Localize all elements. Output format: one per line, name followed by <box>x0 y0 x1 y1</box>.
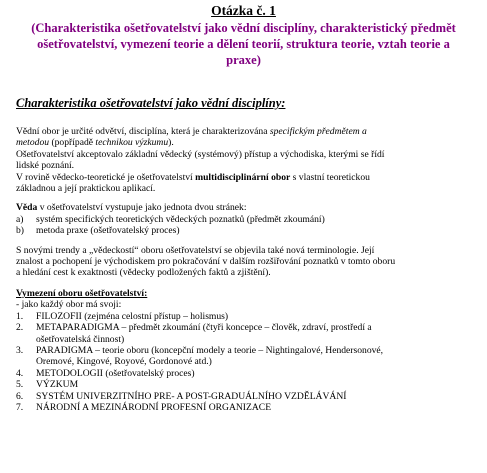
list-item-text: NÁRODNÍ A MEZINÁRODNÍ PROFESNÍ ORGANIZACE <box>36 401 272 413</box>
section-title-scope <box>16 288 478 299</box>
list-marker: 7. <box>16 401 24 413</box>
paragraph-science <box>16 202 478 236</box>
list-item-text: PARADIGMA – teorie oboru (koncepční modely a teorie – Nightingalové, Hendersonové, <box>36 344 384 356</box>
subtitle-line: (Charakteristika ošetřovatelství jako vědní disciplíny, charakteristický předmět <box>31 21 456 35</box>
text-line: S novými trendy a „vědeckostí“ oboru ošetřovatelství se objevila také nová terminologie. Její <box>16 244 375 256</box>
list-item-continuation: ošetřovatelská činnost) <box>36 333 125 345</box>
question-heading: Otázka č. 1 <box>211 3 276 18</box>
italic-span: specifickým předmětem a <box>269 126 367 137</box>
list-marker: a) <box>16 213 24 225</box>
numbered-item <box>16 379 478 390</box>
text-span: (popřípadě <box>49 137 96 149</box>
paragraph-terminology <box>16 245 478 279</box>
list-item-text: METODOLOGII (ošetřovatelský proces) <box>36 367 195 379</box>
spacer <box>16 194 478 202</box>
bold-span: multidisciplinární obor <box>195 171 291 183</box>
numbered-item <box>16 368 478 379</box>
paragraph-definition <box>16 126 478 194</box>
text-line: a hledání cest k exaktnosti (vědecky podložených faktů a zjištění). <box>16 267 271 279</box>
numbered-item <box>16 311 478 322</box>
text-span: Vědní obor je určité odvětví, disciplína, která je charakterizována <box>16 126 270 137</box>
text-line <box>16 137 478 148</box>
spacer <box>16 279 478 288</box>
text-span: ). <box>168 137 174 149</box>
text-line: Ošetřovatelství akceptovalo základní vědecký (systémový) přístup a východiska, kterými se řídí <box>16 148 385 160</box>
list-marker: b) <box>16 225 24 237</box>
list-item-continuation: Oremové, Kingové, Royové, Gordonové atd.) <box>36 356 212 368</box>
text-line: základnou a její praktickou aplikací. <box>16 183 156 195</box>
italic-span: metodou <box>16 137 50 149</box>
list-item-text: metoda praxe (ošetřovatelský proces) <box>36 225 180 237</box>
section-title-characteristics: Charakteristika ošetřovatelství jako vědní disciplíny: <box>16 96 286 110</box>
bold-span: Věda <box>16 202 38 214</box>
list-marker: 3. <box>16 344 24 356</box>
numbered-item <box>16 402 478 413</box>
question-subtitle <box>4 20 483 68</box>
numbered-item <box>16 391 478 402</box>
text-line: lidské poznání. <box>16 160 75 172</box>
list-marker: 5. <box>16 379 24 391</box>
text-span: s vlastní teoretickou <box>290 171 370 183</box>
numbered-item <box>16 322 478 333</box>
text-line: - jako každý obor má svoji: <box>16 299 122 311</box>
text-line <box>16 202 478 213</box>
document-body <box>16 126 478 413</box>
text-line <box>16 172 478 183</box>
italic-span: technikou výzkumu <box>95 137 169 149</box>
subtitle-line: ošetřovatelství, vymezení teorie a dělení teorií, struktura teorie, vztah teorie a <box>37 37 450 51</box>
list-marker: 1. <box>16 310 24 322</box>
list-marker: 4. <box>16 367 24 379</box>
section-scope <box>16 288 478 413</box>
text-line: znalost a pochopení je východiskem pro pokračování v dalším rozšiřování poznatků v tomto oboru <box>16 256 396 268</box>
list-item-text: FILOZOFII (zejména celostní přístup – holismus) <box>36 310 229 322</box>
list-item-text: METAPARADIGMA – předmět zkoumání (čtyři koncepce – člověk, zdraví, prostředí a <box>36 322 372 334</box>
list-item <box>16 225 478 236</box>
list-item-text: SYSTÉM UNIVERZITNÍHO PRE- A POST-GRADUÁLNÍHO VZDĚLÁVÁNÍ <box>36 390 347 402</box>
bold-span: Vymezení oboru ošetřovatelství: <box>16 287 148 299</box>
text-span: v ošetřovatelství vystupuje jako jednota dvou stránek: <box>37 202 247 214</box>
subtitle-line: praxe) <box>226 53 261 67</box>
numbered-item <box>16 345 478 356</box>
list-item <box>16 214 478 225</box>
text-span: V rovině vědecko-teoretické je ošetřovatelství <box>16 171 196 183</box>
list-item-text: systém specifických teoretických vědeckých poznatků (předmět zkoumání) <box>36 213 325 225</box>
list-marker: 2. <box>16 322 24 334</box>
list-item-text: VÝZKUM <box>36 379 79 391</box>
spacer <box>16 237 478 245</box>
text-line <box>16 126 478 137</box>
list-marker: 6. <box>16 390 24 402</box>
